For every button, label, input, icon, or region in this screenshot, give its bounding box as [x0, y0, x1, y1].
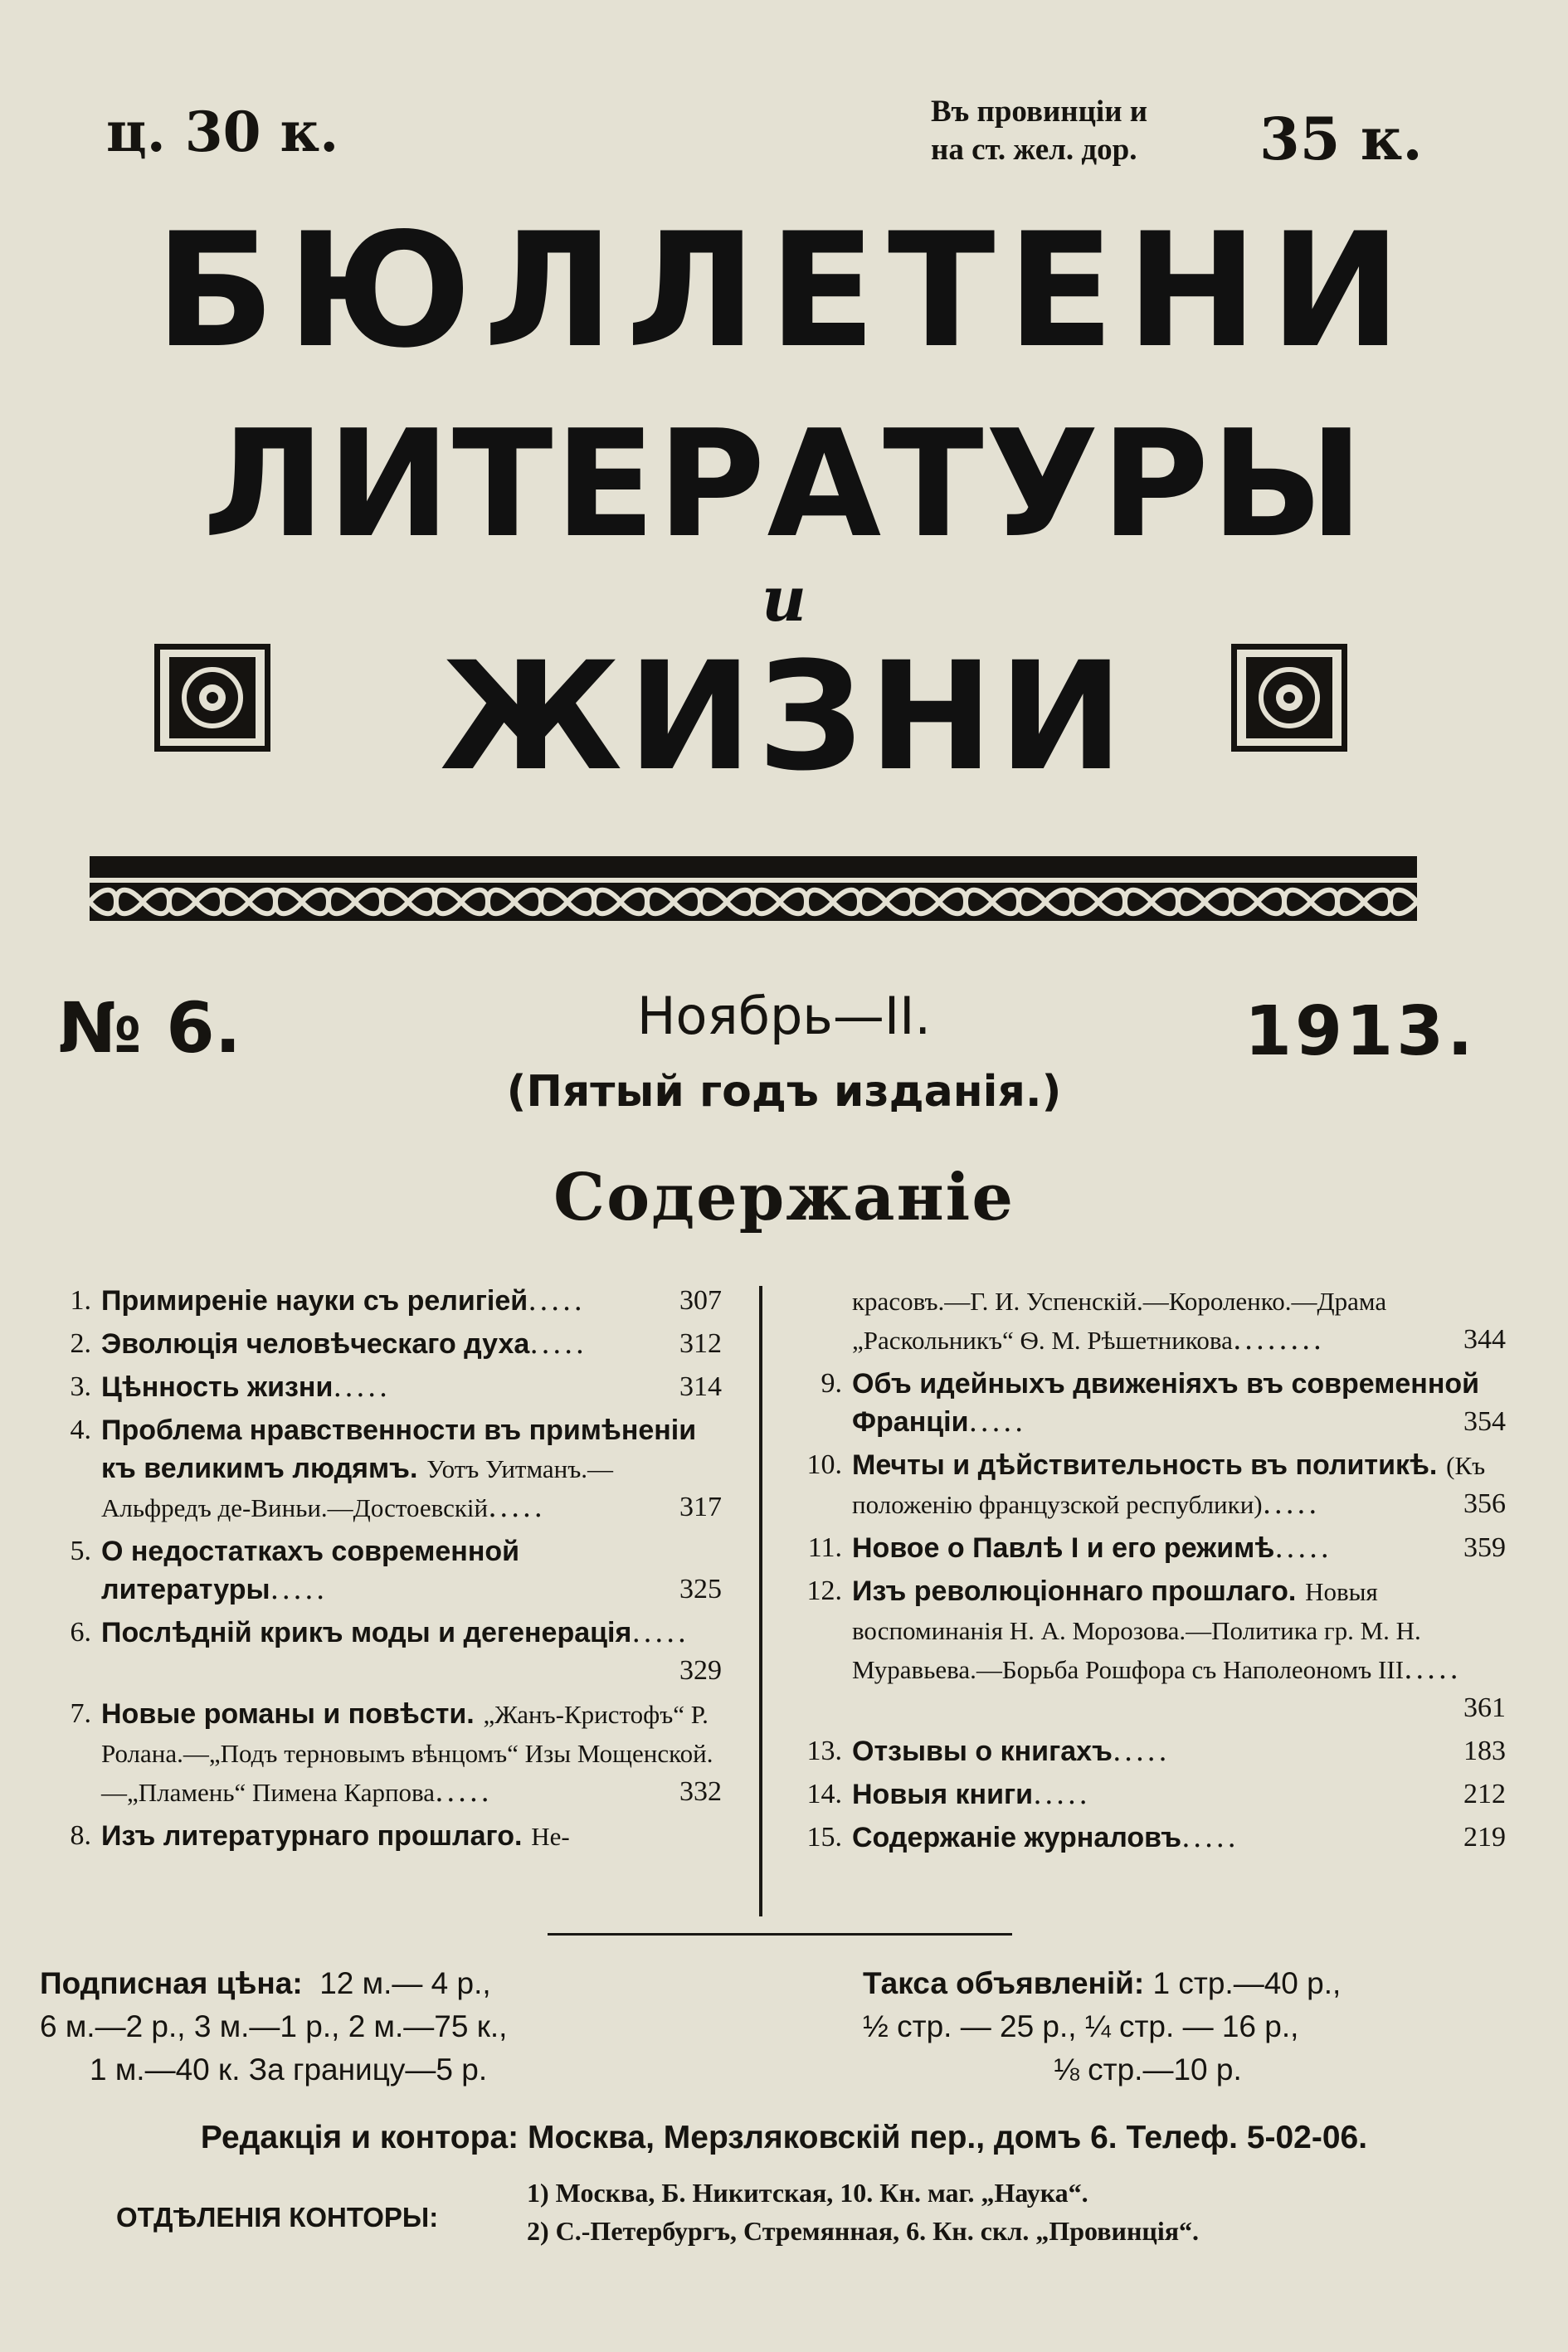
leader-dots: .....	[1274, 1531, 1332, 1565]
subscription-line-1: 12 м.— 4 р.,	[319, 1966, 491, 2000]
leader-dots: .....	[1112, 1735, 1170, 1768]
toc-entry-subtitle: Уотъ Уитманъ.—Альфредъ де-Виньи.—Достоевскій	[101, 1454, 613, 1522]
toc-entry	[784, 1529, 1506, 1567]
title-line-literature: ЛИТЕРАТУРЫ	[202, 398, 1366, 570]
toc-entry	[33, 1282, 722, 1320]
toc-entry-number: 9.	[821, 1368, 842, 1399]
toc-entry-page: 344	[1463, 1324, 1506, 1355]
toc-entry	[784, 1365, 1506, 1441]
toc-entry-body	[101, 1532, 722, 1609]
price-label: ц. 30 к.	[106, 100, 339, 164]
issue-month: Ноябрь—II.	[636, 986, 932, 1046]
subscription-line	[40, 1962, 720, 2005]
toc-entry-title: Содержаніе журналовъ	[852, 1822, 1181, 1853]
issue-subtitle: (Пятый годъ изданія.)	[506, 1067, 1062, 1117]
ornament-right-icon	[1231, 644, 1347, 752]
footer-rule	[548, 1933, 1012, 1936]
toc-entry-number: 5.	[70, 1536, 91, 1566]
leader-dots: .....	[1262, 1488, 1320, 1521]
ad-rates	[863, 1962, 1551, 2091]
toc-entry-page: 219	[1463, 1822, 1506, 1853]
toc-entry-number: 3.	[70, 1371, 91, 1402]
toc-entry-title: Проблема нравственности въ примѣненіи къ великимъ людямъ.	[101, 1415, 697, 1484]
leader-dots: .....	[333, 1371, 391, 1404]
toc-entry-page: 361	[1463, 1692, 1506, 1723]
branch-offices	[116, 2174, 1527, 2273]
title-line-life: ЖИЗНИ	[439, 631, 1129, 804]
title-line-bulletins: БЮЛЛЕТЕНИ	[154, 199, 1414, 382]
toc-entry-number	[784, 1282, 852, 1360]
column-divider	[759, 1286, 762, 1916]
toc-entry	[784, 1572, 1506, 1727]
toc-entry-body	[852, 1732, 1506, 1770]
toc-entry-number: 1.	[70, 1285, 91, 1316]
toc-entry-subtitle: (Къ положенію французской республики)	[852, 1451, 1486, 1519]
toc-entry-page: 332	[679, 1776, 722, 1807]
toc-entry-body	[852, 1529, 1506, 1567]
toc-entry-title: Послѣдній крикъ моды и дегенерація	[101, 1617, 632, 1648]
toc-entry-title: Мечты и дѣйствительность въ политикѣ.	[852, 1449, 1438, 1481]
contents-heading: Содержаніе	[553, 1160, 1015, 1235]
subscription-price	[40, 1962, 720, 2091]
toc-entry	[33, 1695, 722, 1812]
leader-dots: .....	[631, 1616, 689, 1649]
province-price-amount: 35 к.	[1259, 105, 1423, 173]
leader-dots: .....	[1181, 1821, 1239, 1854]
toc-entry-page: 307	[679, 1285, 722, 1316]
toc-entry	[784, 1819, 1506, 1857]
toc-entry-body	[101, 1411, 722, 1527]
toc-entry-number: 10.	[806, 1449, 842, 1480]
toc-entry	[33, 1532, 722, 1609]
subscription-line-3: 1 м.—40 к. За границу—5 р.	[90, 2053, 488, 2087]
branch-office-item: 1) Москва, Б. Никитская, 10. Кн. маг. „Наука“.	[527, 2178, 1088, 2208]
toc-entry-title: Объ идейныхъ движеніяхъ въ современной Франціи	[852, 1368, 1480, 1438]
ornament-left-icon	[154, 644, 270, 752]
issue-year: 1913.	[1244, 992, 1477, 1071]
toc-entry-number: 2.	[70, 1328, 91, 1359]
province-price-note-line: Въ провинціи и	[931, 95, 1148, 129]
toc-entry	[784, 1775, 1506, 1814]
toc-entry-page: 314	[679, 1371, 722, 1402]
ad-rates-label: Такса объявленій:	[863, 1966, 1145, 2000]
leader-dots: .....	[1404, 1653, 1462, 1686]
toc-entry	[33, 1817, 722, 1856]
toc-entry-title: Изъ революціоннаго прошлаго.	[852, 1575, 1297, 1607]
leader-dots: .....	[528, 1284, 586, 1317]
toc-entry-page: 354	[1463, 1406, 1506, 1437]
leader-dots: .....	[435, 1775, 493, 1809]
leader-dots: .....	[270, 1573, 328, 1606]
branch-offices-label: ОТДѢЛЕНІЯ КОНТОРЫ:	[116, 2202, 439, 2233]
province-price-note-line: на ст. жел. дор.	[931, 133, 1137, 167]
toc-entry-title: Эволюція человѣческаго духа	[101, 1328, 530, 1360]
toc-entry	[33, 1368, 722, 1406]
toc-entry-body	[852, 1572, 1506, 1727]
toc-entry-body	[101, 1614, 722, 1690]
toc-entry-page: 317	[679, 1492, 722, 1522]
toc-entry-body	[852, 1365, 1506, 1441]
toc-entry-body	[852, 1282, 1506, 1360]
toc-entry-subtitle: Не-	[531, 1822, 570, 1851]
toc-right-column	[784, 1282, 1506, 1862]
toc-entry-title: Новое о Павлѣ I и его режимѣ	[852, 1532, 1275, 1564]
subscription-label: Подписная цѣна:	[40, 1966, 303, 2000]
toc-entry-number: 13.	[806, 1736, 842, 1766]
toc-entry-body	[101, 1282, 722, 1320]
toc-entry-page: 212	[1463, 1779, 1506, 1809]
office-address: Редакція и контора: Москва, Мерзляковскій пер., домъ 6. Телеф. 5-02-06.	[200, 2120, 1368, 2155]
toc-entry-page: 312	[679, 1328, 722, 1359]
toc-left-column	[33, 1282, 722, 1861]
leader-dots: .....	[529, 1327, 587, 1361]
toc-entry-title: Новые романы и повѣсти.	[101, 1698, 475, 1730]
ad-rates-line-3: ⅛ стр.—10 р.	[1054, 2053, 1242, 2087]
subscription-line-2: 6 м.—2 р., 3 м.—1 р., 2 м.—75 к.,	[40, 2009, 508, 2043]
toc-entry	[784, 1446, 1506, 1524]
toc-entry-title: Примиреніе науки съ религіей	[101, 1285, 528, 1317]
toc-entry-title: Отзывы о книгахъ	[852, 1736, 1113, 1767]
toc-entry-body	[852, 1819, 1506, 1857]
leader-dots: ........	[1232, 1323, 1325, 1356]
toc-right-entries	[784, 1365, 1506, 1857]
ad-rates-line-1: 1 стр.—40 р.,	[1152, 1966, 1342, 2000]
toc-entry-body	[101, 1817, 722, 1856]
toc-entry-continuation	[784, 1282, 1506, 1360]
toc-entry-page: 329	[679, 1655, 722, 1686]
leader-dots: .....	[488, 1491, 546, 1524]
toc-entry-page: 359	[1463, 1532, 1506, 1563]
toc-entry-page: 356	[1463, 1488, 1506, 1519]
province-price-note	[931, 93, 1147, 169]
issue-number: № 6.	[58, 987, 241, 1069]
toc-entry-title: Изъ литературнаго прошлаго.	[101, 1820, 523, 1852]
toc-entry-page: 183	[1463, 1736, 1506, 1766]
ad-rates-line	[863, 1962, 1551, 2005]
toc-entry-title: Новыя книги	[852, 1779, 1034, 1810]
toc-entry-subtitle: Новыя воспоминанія Н. А. Морозова.—Политика гр. М. Н. Муравьева.—Борьба Рошфора съ Наполеономъ III	[852, 1577, 1421, 1684]
decorative-border-icon	[90, 883, 1417, 921]
branch-offices-list	[527, 2174, 1199, 2250]
toc-entry-body	[852, 1446, 1506, 1524]
toc-entry-body	[101, 1695, 722, 1812]
toc-entry	[33, 1614, 722, 1690]
toc-entry-title: Цѣнность жизни	[101, 1371, 334, 1403]
ad-rates-line-2: ½ стр. — 25 р., ¼ стр. — 16 р.,	[863, 2009, 1299, 2043]
province-price	[931, 93, 1445, 176]
toc-entry-body	[101, 1325, 722, 1363]
toc-entry-subtitle: „Жанъ-Кристофъ“ Р. Ролана.—„Подъ терновымъ вѣнцомъ“ Изы Мощенской.—„Пламень“ Пимена Карпова	[101, 1700, 713, 1807]
toc-entry-number: 12.	[806, 1575, 842, 1606]
toc-entry	[33, 1411, 722, 1527]
toc-entry-title: О недостаткахъ современной литературы	[101, 1536, 520, 1605]
toc-entry-number: 14.	[806, 1779, 842, 1809]
toc-entry	[33, 1325, 722, 1363]
branch-office-item: 2) С.-Петербургъ, Стремянная, 6. Кн. скл. „Провинція“.	[527, 2216, 1200, 2246]
toc-entry-number: 7.	[70, 1698, 91, 1729]
leader-dots: .....	[1033, 1778, 1091, 1811]
toc-entry-number: 15.	[806, 1822, 842, 1853]
title-line-and: и	[762, 564, 806, 635]
toc-entry-number: 4.	[70, 1415, 91, 1445]
toc-entry-body	[852, 1775, 1506, 1814]
toc-entry	[784, 1732, 1506, 1770]
toc-entry-subtitle: красовъ.—Г. И. Успенскій.—Короленко.—Драма „Раскольникъ“ Ѳ. М. Рѣшетникова	[852, 1287, 1387, 1355]
toc-entry-body	[101, 1368, 722, 1406]
toc-entry-number: 11.	[807, 1532, 842, 1563]
toc-entry-page: 325	[679, 1574, 722, 1605]
toc-entry-number: 6.	[70, 1617, 91, 1648]
toc-entry-number: 8.	[70, 1820, 91, 1851]
header-rule	[90, 856, 1417, 878]
leader-dots: .....	[968, 1405, 1026, 1439]
